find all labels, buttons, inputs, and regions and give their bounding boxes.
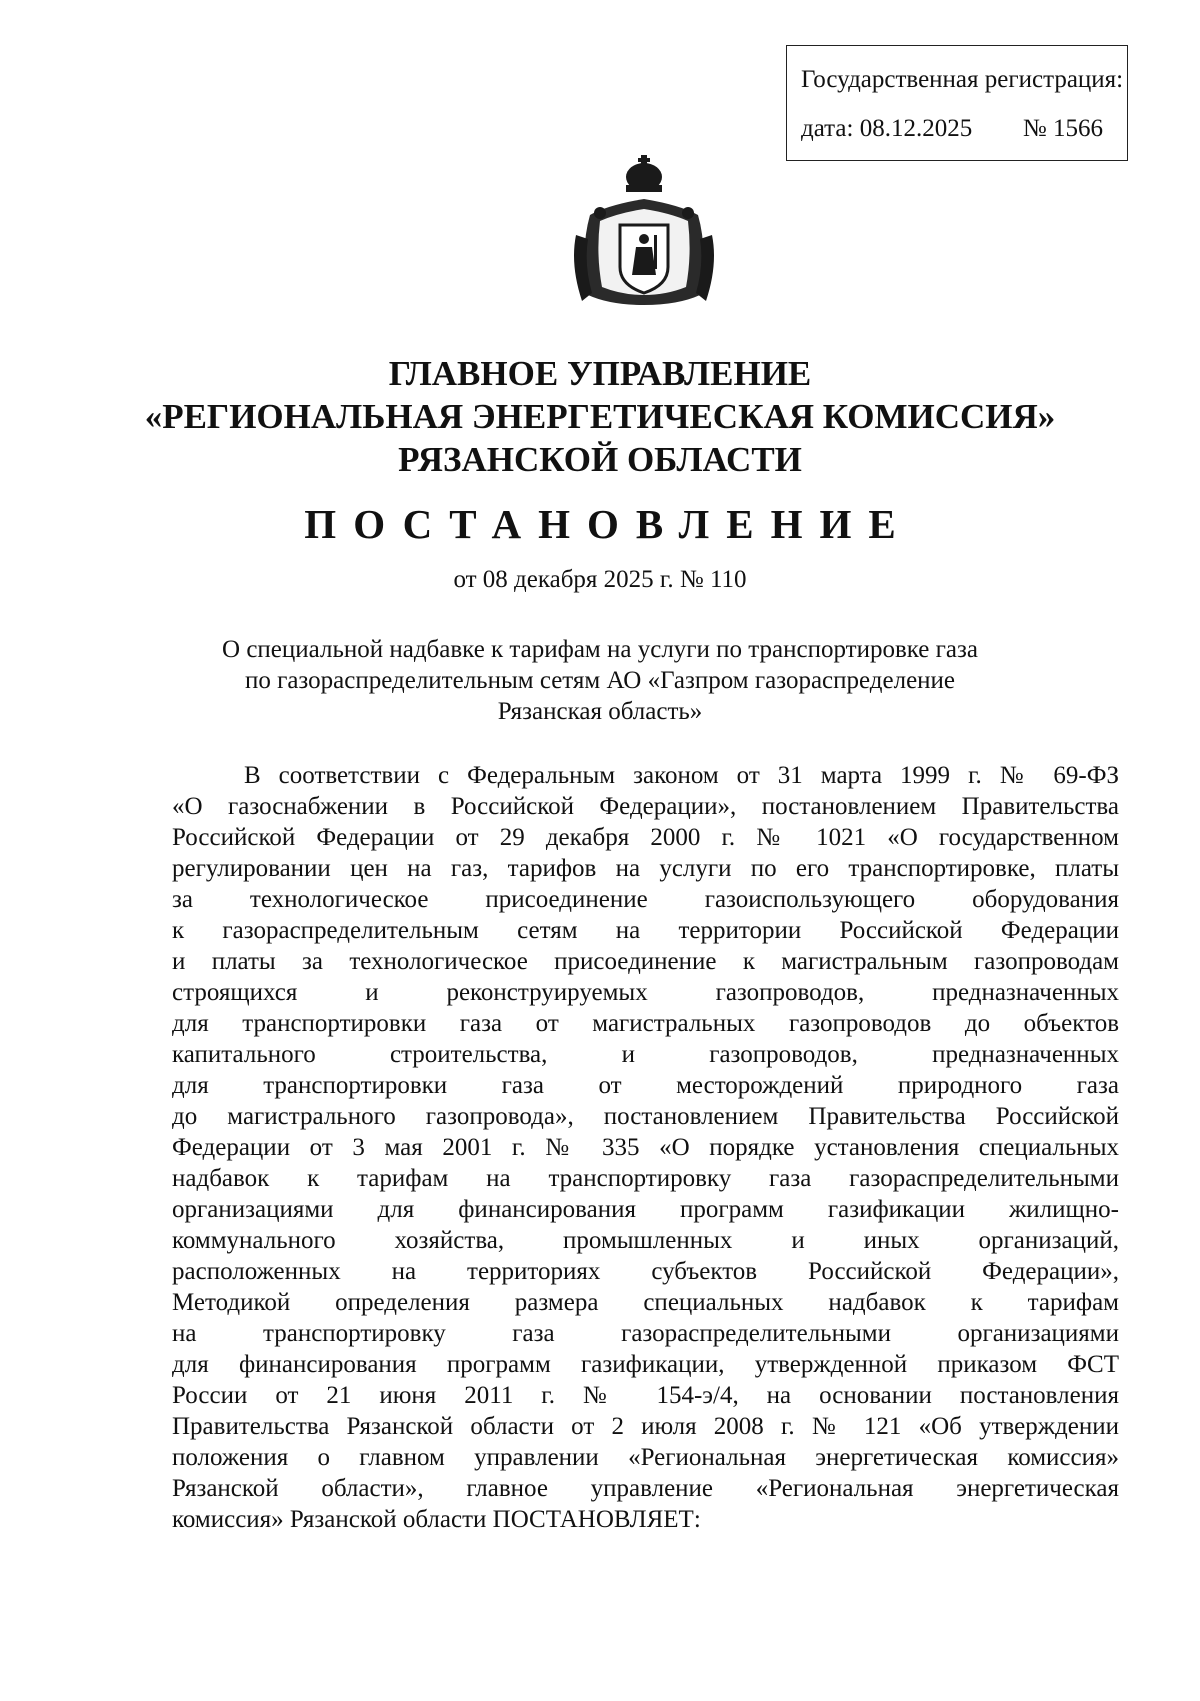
body-text-line: надбавок к тарифам на транспортировку газа газораспределительными xyxy=(172,1165,1119,1192)
registration-stamp xyxy=(786,45,1128,161)
body-text-line: за технологическое присоединение газоиспользующего оборудования xyxy=(172,886,1119,913)
document-type: ПОСТАНОВЛЕНИЕ xyxy=(304,501,913,547)
body-text-line: положения о главном управлении «Региональная энергетическая комиссия» xyxy=(172,1444,1119,1471)
body-text-line: России от 21 июня 2011 г. № 154-э/4, на основании постановления xyxy=(172,1382,1119,1409)
document-title-line: по газораспределительным сетям АО «Газпром газораспределение xyxy=(244,667,956,694)
document-title-line: Рязанская область» xyxy=(497,698,703,725)
body-text-line: и платы за технологическое присоединение к магистральным газопроводам xyxy=(172,948,1119,975)
body-text-line: Российской Федерации от 29 декабря 2000 г. № 1021 «О государственном xyxy=(172,824,1119,851)
registration-date: дата: 08.12.2025 xyxy=(801,115,973,142)
body-text-line: Федерации от 3 мая 2001 г. № 335 «О порядке установления специальных xyxy=(172,1134,1119,1161)
body-text-line: капитального строительства, и газопроводов, предназначенных xyxy=(172,1041,1119,1068)
body-text-line: организациями для финансирования программ газификации жилищно- xyxy=(172,1196,1119,1223)
agency-name-line: РЯЗАНСКОЙ ОБЛАСТИ xyxy=(398,440,802,479)
document-title-line: О специальной надбавке к тарифам на услуги по транспортировке газа xyxy=(222,636,978,663)
document-title xyxy=(0,634,1200,727)
body-text-line: Рязанской области», главное управление «Региональная энергетическая xyxy=(172,1475,1119,1502)
body-text-line: «О газоснабжении в Российской Федерации», постановлением Правительства xyxy=(172,793,1119,820)
body-text-line: для транспортировки газа от месторождений природного газа xyxy=(172,1072,1119,1099)
body-text-line: на транспортировку газа газораспределительными организациями xyxy=(172,1320,1119,1347)
agency-name xyxy=(0,352,1200,481)
body-text-line: Методикой определения размера специальных надбавок к тарифам xyxy=(172,1289,1119,1316)
registration-title: Государственная регистрация: xyxy=(801,66,1124,93)
agency-name-line: «РЕГИОНАЛЬНАЯ ЭНЕРГЕТИЧЕСКАЯ КОМИССИЯ» xyxy=(144,397,1056,436)
registration-number: № 1566 xyxy=(1022,115,1103,142)
body-text-line: для финансирования программ газификации, утвержденной приказом ФСТ xyxy=(172,1351,1119,1378)
body-text-line: коммунального хозяйства, промышленных и иных организаций, xyxy=(172,1227,1119,1254)
body-text-line: регулировании цен на газ, тарифов на услуги по его транспортировке, платы xyxy=(172,855,1119,882)
body-text-line: комиссия» Рязанской области ПОСТАНОВЛЯЕТ: xyxy=(172,1506,701,1533)
agency-name-line: ГЛАВНОЕ УПРАВЛЕНИЕ xyxy=(388,354,812,393)
body-text-line: расположенных на территориях субъектов Российской Федерации», xyxy=(172,1258,1119,1285)
body-text-line: для транспортировки газа от магистральных газопроводов до объектов xyxy=(172,1010,1119,1037)
body-text-line: В соответствии с Федеральным законом от 31 марта 1999 г. № 69-ФЗ xyxy=(244,762,1119,789)
coat-of-arms-ryazan-icon xyxy=(570,155,718,307)
body-text-line: Правительства Рязанской области от 2 июля 2008 г. № 121 «Об утверждении xyxy=(172,1413,1119,1440)
body-text-line: до магистрального газопровода», постановлением Правительства Российской xyxy=(172,1103,1119,1130)
body-text-line: строящихся и реконструируемых газопроводов, предназначенных xyxy=(172,979,1119,1006)
document-date-number: от 08 декабря 2025 г. № 110 xyxy=(453,566,747,593)
body-text-line: к газораспределительным сетям на территории Российской Федерации xyxy=(172,917,1119,944)
preamble-paragraph xyxy=(172,760,1119,1535)
